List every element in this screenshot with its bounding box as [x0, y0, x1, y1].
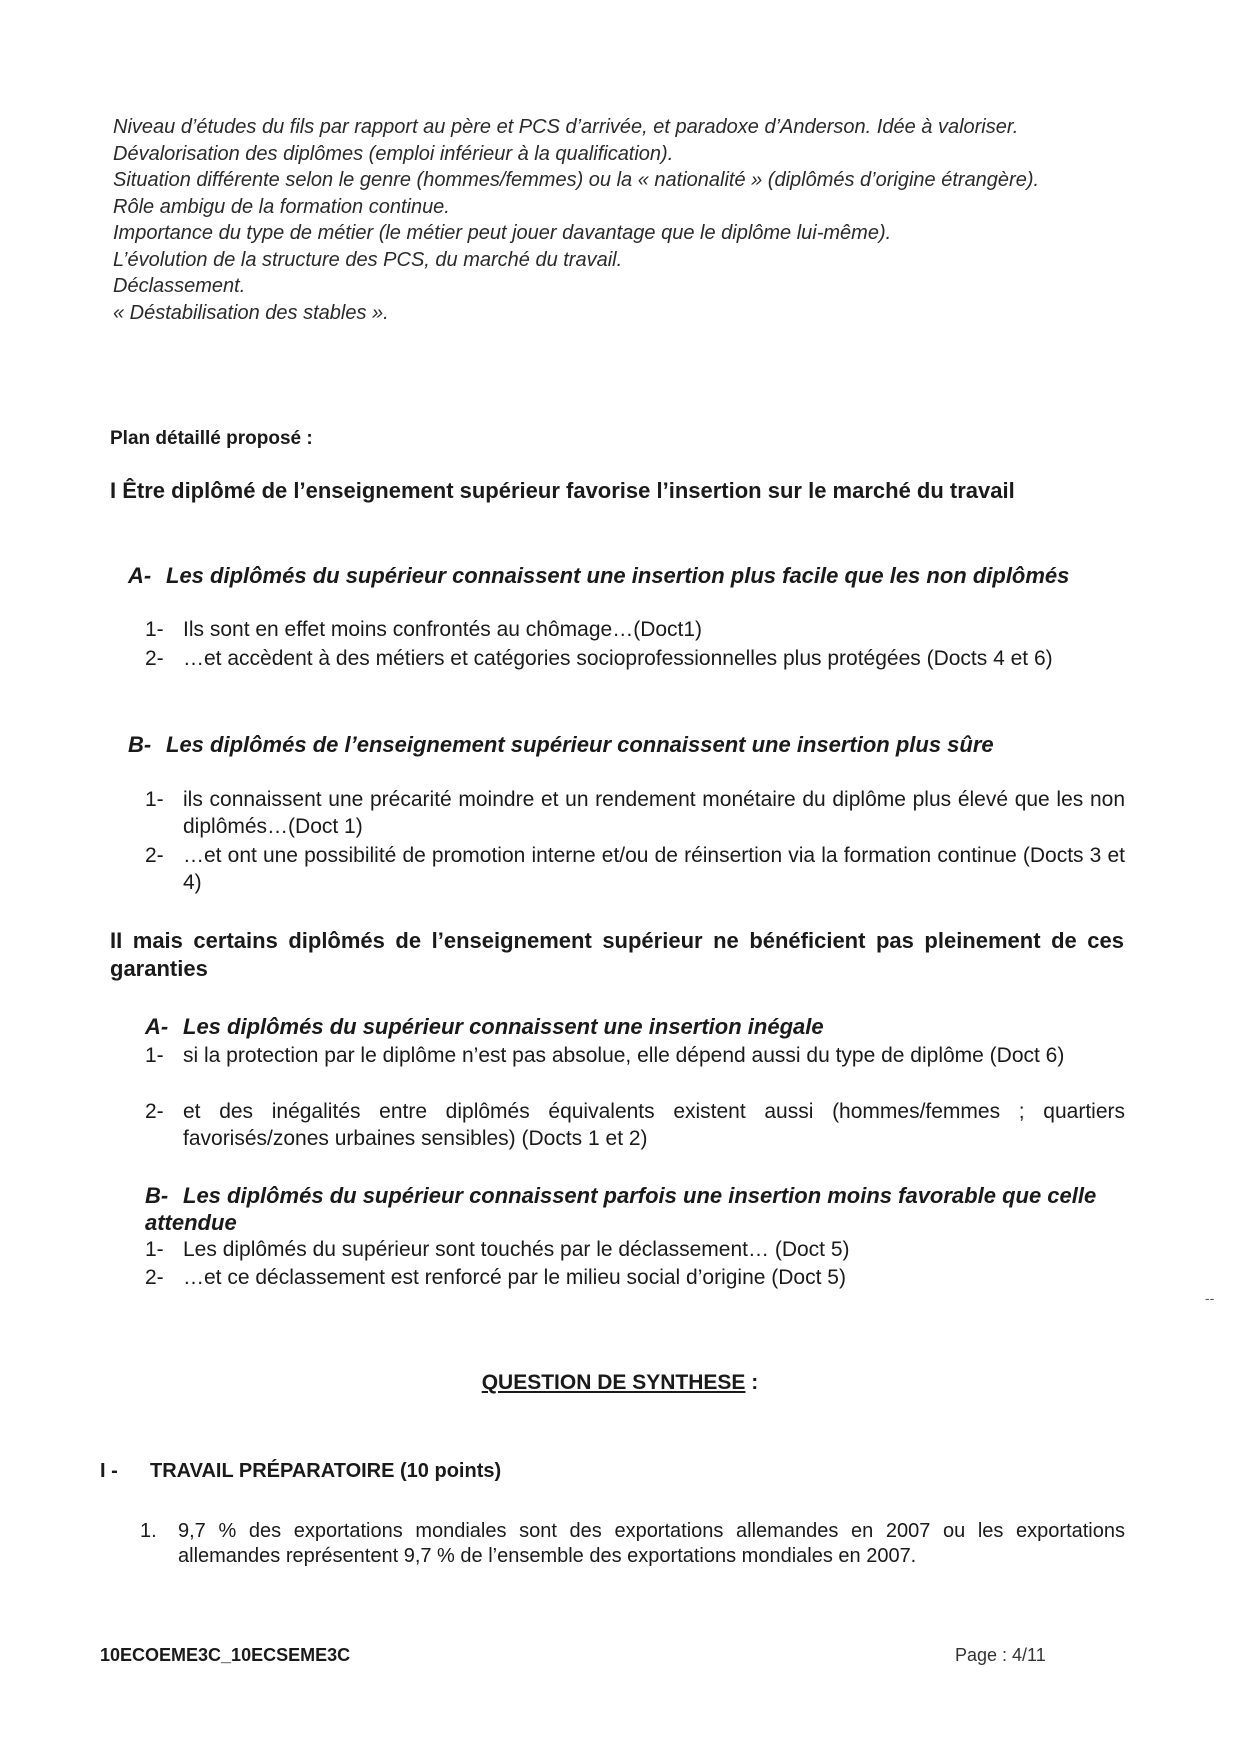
- subsection-label: B-: [128, 732, 152, 757]
- item-text: si la protection par le diplôme n’est pas absolue, elle dépend aussi du type de diplôme (Doct 6): [183, 1044, 1065, 1067]
- subsection-text: Les diplômés du supérieur connaissent une insertion plus facile que les non diplômés: [166, 563, 1070, 588]
- item-number: 1-: [145, 788, 164, 811]
- part-1-title: I Être diplômé de l’enseignement supérieur favorise l’insertion sur le marché du travail: [110, 478, 1015, 503]
- list-item: [145, 616, 1125, 643]
- intro-line: L’évolution de la structure des PCS, du marché du travail.: [113, 248, 623, 271]
- answer-item: [140, 1519, 1125, 1569]
- subsection-label: A-: [128, 563, 152, 588]
- list-item: [145, 1042, 1125, 1069]
- subsection-text: Les diplômés de l’enseignement supérieur connaissent une insertion plus sûre: [166, 732, 994, 757]
- list-item: [145, 645, 1125, 672]
- item-number: 1.: [140, 1520, 157, 1542]
- intro-notes: [113, 114, 1125, 326]
- synthesis-title-colon: :: [745, 1371, 759, 1394]
- intro-line: Dévalorisation des diplômes (emploi inférieur à la qualification).: [113, 142, 674, 165]
- section-title: TRAVAIL PRÉPARATOIRE (10 points): [150, 1460, 502, 1482]
- item-text: 9,7 % des exportations mondiales sont des exportations allemandes en 2007 ou les exportations allemandes représentent 9,7 % de l’ensemble des exportations mondiales en 2007.: [178, 1520, 1125, 1567]
- item-number: 2-: [145, 647, 164, 670]
- item-text: ils connaissent une précarité moindre et un rendement monétaire du diplôme plus élevé que les non diplômés…(Doct 1): [183, 788, 1125, 838]
- subsection-text: Les diplômés du supérieur connaissent une insertion inégale: [183, 1014, 824, 1039]
- list-item: [145, 842, 1125, 896]
- subsection-text: Les diplômés du supérieur connaissent parfois une insertion moins favorable que celle attendue: [145, 1183, 1097, 1235]
- part-2-b-title: [145, 1182, 1135, 1236]
- list-item: [145, 1098, 1125, 1152]
- item-number: 2-: [145, 1100, 164, 1123]
- list-item: [145, 786, 1125, 840]
- preparatory-work-heading: [100, 1460, 501, 1483]
- part-2-title: II mais certains diplômés de l’enseignement supérieur ne bénéficient pas pleinement de ces garanties: [110, 928, 1124, 981]
- section-number: I -: [100, 1460, 118, 1482]
- item-text: et des inégalités entre diplômés équivalents existent aussi (hommes/femmes ; quartiers favorisés/zones urbaines sensibles) (Docts 1 et 2): [183, 1100, 1125, 1150]
- item-number: 1-: [145, 1238, 164, 1261]
- synthesis-title: [0, 1371, 1240, 1395]
- plan-title: Plan détaillé proposé :: [110, 428, 313, 449]
- margin-mark: --: [1205, 1290, 1215, 1306]
- part-2-a-title: [145, 1013, 1135, 1040]
- subsection-label: A-: [145, 1014, 169, 1039]
- page-number: Page : 4/11: [955, 1645, 1046, 1665]
- intro-line: Déclassement.: [113, 275, 246, 297]
- item-number: 2-: [145, 1266, 164, 1289]
- intro-line: « Déstabilisation des stables ».: [113, 301, 389, 324]
- intro-line: Niveau d’études du fils par rapport au père et PCS d’arrivée, et paradoxe d’Anderson. Idée à valoriser.: [113, 116, 1019, 138]
- intro-line: Importance du type de métier (le métier peut jouer davantage que le diplôme lui-même).: [113, 222, 892, 244]
- item-text: …et accèdent à des métiers et catégories socioprofessionnelles plus protégées (Docts 4 et 6): [183, 647, 1053, 670]
- document-code: 10ECOEME3C_10ECSEME3C: [100, 1645, 351, 1665]
- part-1-b-title: [128, 731, 1118, 758]
- synthesis-title-text: QUESTION DE SYNTHESE: [481, 1371, 746, 1394]
- list-item: [145, 1236, 1125, 1263]
- list-item: [145, 1264, 1125, 1291]
- item-text: Les diplômés du supérieur sont touchés par le déclassement… (Doct 5): [183, 1238, 850, 1261]
- subsection-label: B-: [145, 1183, 169, 1208]
- intro-line: Situation différente selon le genre (hommes/femmes) ou la « nationalité » (diplômés d’origine étrangère).: [113, 169, 1040, 191]
- item-number: 1-: [145, 618, 164, 641]
- item-number: 1-: [145, 1044, 164, 1067]
- item-text: …et ont une possibilité de promotion interne et/ou de réinsertion via la formation continue (Docts 3 et 4): [183, 844, 1125, 894]
- item-text: …et ce déclassement est renforcé par le milieu social d’origine (Doct 5): [183, 1266, 846, 1289]
- item-text: Ils sont en effet moins confrontés au chômage…(Doct1): [183, 618, 703, 641]
- part-1-a-title: [128, 562, 1118, 589]
- intro-line: Rôle ambigu de la formation continue.: [113, 195, 450, 218]
- item-number: 2-: [145, 844, 164, 867]
